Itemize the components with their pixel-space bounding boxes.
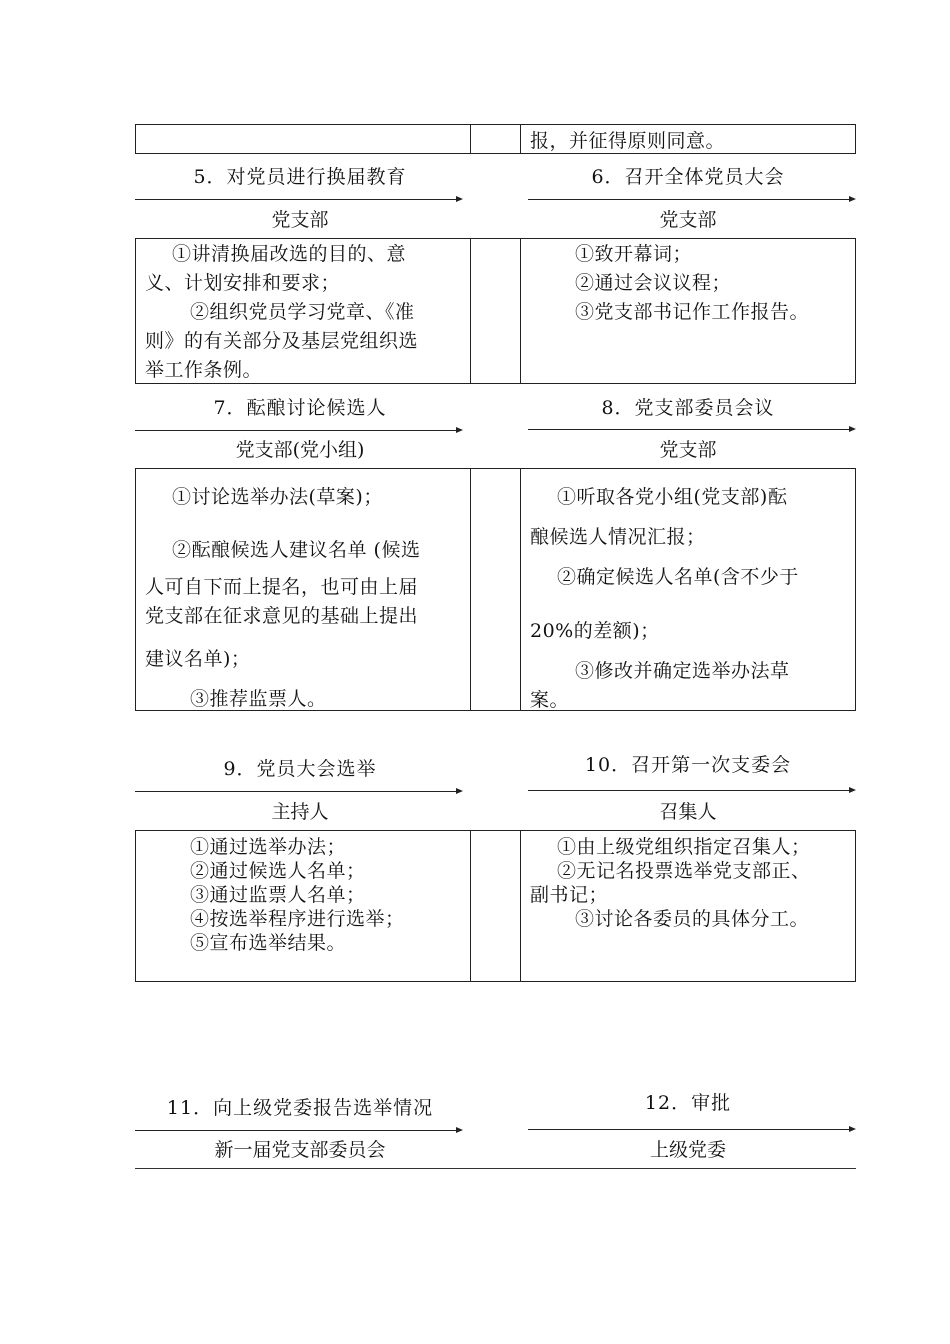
step-9-unit: 主持人 — [271, 801, 329, 823]
step-9-line: ④按选举程序进行选举； — [190, 908, 405, 930]
step-8-line: ③修改并确定选举办法草 — [575, 660, 790, 682]
divider — [520, 830, 521, 982]
step-6-line: ③党支部书记作工作报告。 — [575, 301, 810, 323]
step-7-arrow — [135, 430, 461, 431]
step-12-title: 12．审批 — [644, 1092, 732, 1114]
step-8-line: ②确定候选人名单(含不少于 — [557, 566, 799, 588]
step-10-line: 副书记； — [530, 884, 609, 906]
divider — [470, 830, 471, 982]
step-10-line: ②无记名投票选举党支部正、 — [557, 860, 811, 882]
divider — [470, 468, 471, 711]
step-7-line: ③推荐监票人。 — [190, 688, 327, 710]
step-10-arrow — [528, 790, 854, 791]
step-7-line: 人可自下而上提名，也可由上届 — [145, 576, 419, 598]
step-10-title: 10．召开第一次支委会 — [584, 754, 792, 776]
step-9-line: ①通过选举办法； — [190, 836, 347, 858]
step-10-unit: 召集人 — [659, 801, 717, 823]
step-5-line: 举工作条例。 — [145, 359, 263, 381]
step-11-title: 11．向上级党委报告选举情况 — [166, 1097, 434, 1119]
step-7-line: 党支部在征求意见的基础上提出 — [145, 605, 419, 627]
step-5-line: 义、计划安排和要求； — [145, 272, 341, 294]
top-fragment-text: 报，并征得原则同意。 — [530, 130, 726, 152]
step-9-title: 9．党员大会选举 — [223, 758, 377, 780]
step-8-line: 案。 — [530, 689, 570, 711]
step-11-arrow — [135, 1130, 461, 1131]
divider — [520, 124, 521, 154]
step-6-title: 6．召开全体党员大会 — [591, 166, 785, 188]
step-6-line: ②通过会议议程； — [575, 272, 732, 294]
step-6-unit: 党支部 — [659, 209, 717, 231]
divider — [520, 468, 521, 711]
step-9-line: ⑤宣布选举结果。 — [190, 932, 347, 954]
step-8-line: 酿候选人情况汇报； — [530, 526, 706, 548]
step-7-line: ①讨论选举办法(草案)； — [172, 486, 383, 508]
top-fragment-box — [135, 124, 856, 154]
step-8-line: 20%的差额)； — [530, 620, 660, 642]
step-10-line: ③讨论各委员的具体分工。 — [575, 908, 810, 930]
step-7-line: ②酝酿候选人建议名单 (候选 — [172, 539, 421, 561]
step-7-title: 7．酝酿讨论候选人 — [213, 397, 387, 419]
step-10-line: ①由上级党组织指定召集人； — [557, 836, 811, 858]
step-6-arrow — [528, 199, 854, 200]
step-9-line: ③通过监票人名单； — [190, 884, 366, 906]
step-11-unit: 新一届党支部委员会 — [214, 1139, 386, 1161]
divider — [470, 238, 471, 384]
step-12-unit: 上级党委 — [649, 1139, 726, 1161]
step-7-unit: 党支部(党小组) — [235, 439, 365, 461]
divider — [470, 124, 471, 154]
step-8-unit: 党支部 — [659, 439, 717, 461]
step-8-title: 8．党支部委员会议 — [601, 397, 775, 419]
step-9-arrow — [135, 791, 461, 792]
step-8-arrow — [528, 429, 854, 430]
step-9-line: ②通过候选人名单； — [190, 860, 366, 882]
step-5-line: 则》的有关部分及基层党组织选 — [145, 330, 419, 352]
step-8-line: ①听取各党小组(党支部)酝 — [557, 486, 788, 508]
step-5-line: ②组织党员学习党章、《准 — [190, 301, 415, 323]
step-5-arrow — [135, 199, 461, 200]
step-5-unit: 党支部 — [271, 209, 329, 231]
step-7-line: 建议名单)； — [145, 648, 251, 670]
bottom-rule — [135, 1168, 856, 1169]
divider — [520, 238, 521, 384]
step-12-arrow — [528, 1129, 854, 1130]
step-5-title: 5．对党员进行换届教育 — [193, 166, 407, 188]
step-6-line: ①致开幕词； — [575, 243, 693, 265]
step-5-line: ①讲清换届改选的目的、意 — [172, 243, 407, 265]
